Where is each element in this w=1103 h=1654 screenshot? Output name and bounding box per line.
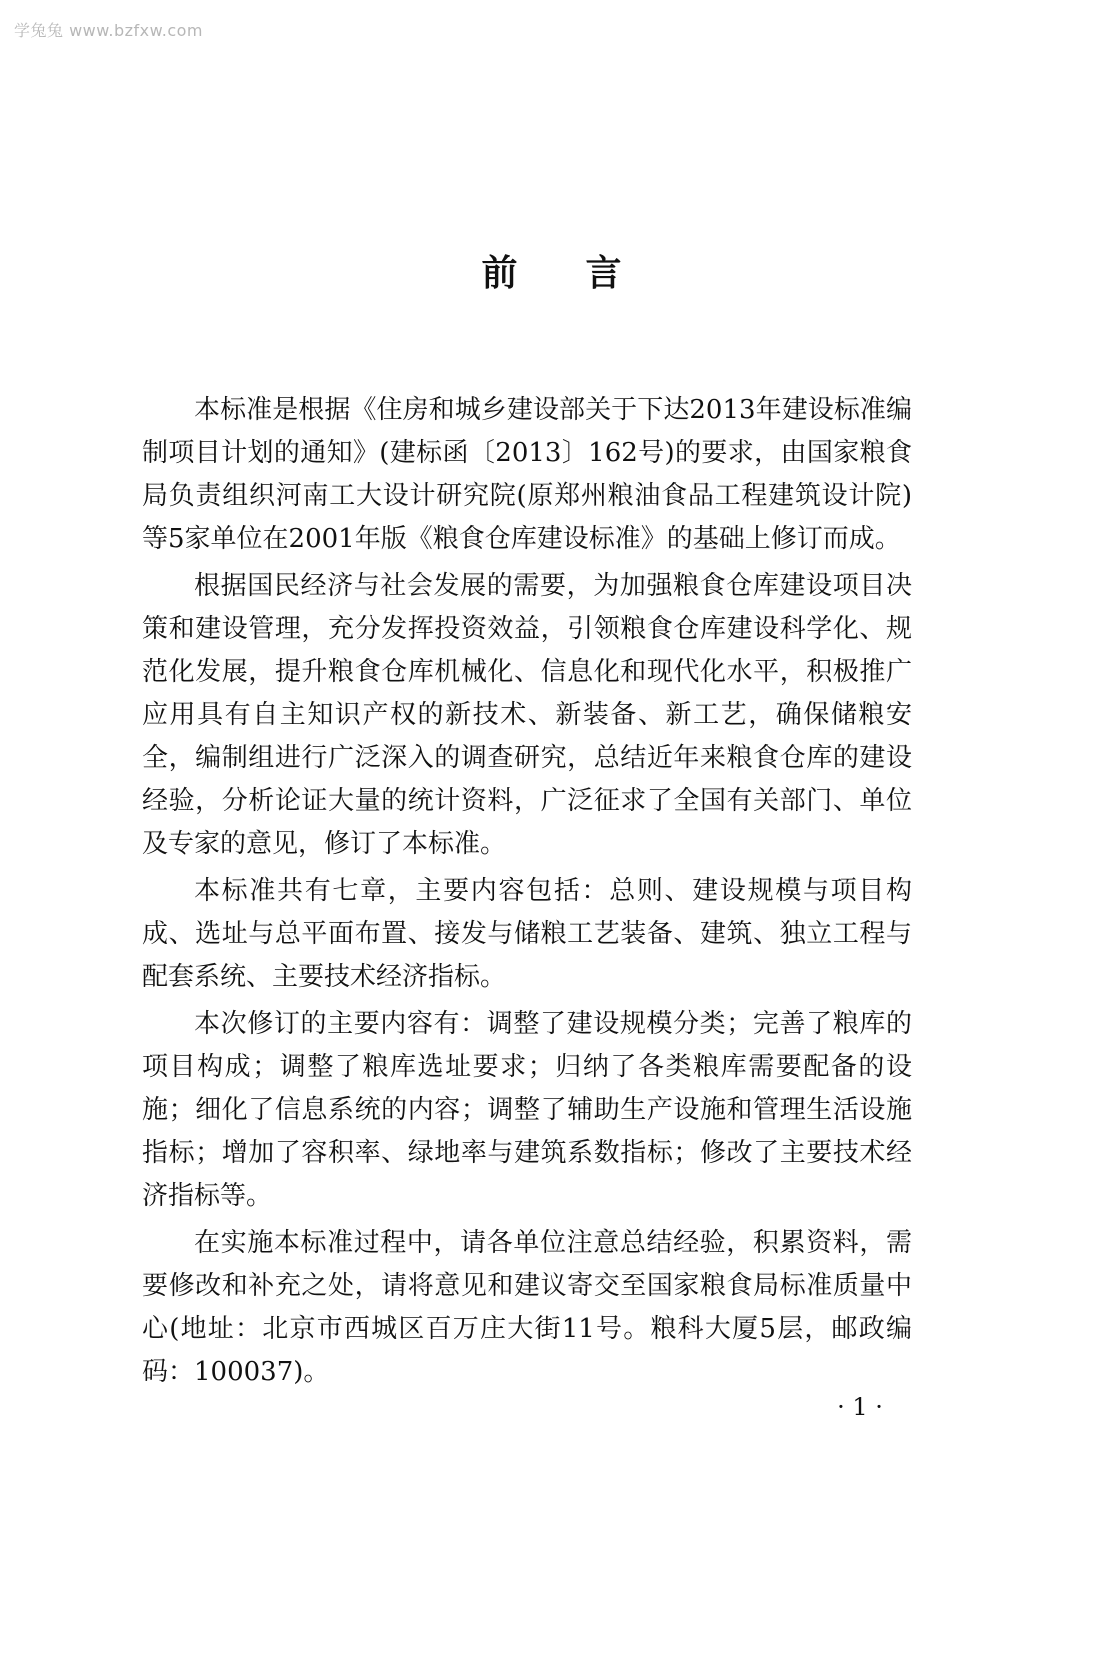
paragraph-5: 在实施本标准过程中，请各单位注意总结经验，积累资料，需要修改和补充之处，请将意见和建议寄交至国家粮食局标准质量中心(地址：北京市西城区百万庄大街11号。粮科大厦5层，邮政编码：100037)。 bbox=[142, 1228, 912, 1387]
page-title: 前言 bbox=[481, 253, 690, 294]
paragraph-1: 本标准是根据《住房和城乡建设部关于下达2013年建设标准编制项目计划的通知》(建标函〔2013〕162号)的要求，由国家粮食局负责组织河南工大设计研究院(原郑州粮油食品工程建筑设计院)等5家单位在2001年版《粮食仓库建设标准》的基础上修订而成。 bbox=[142, 395, 912, 554]
watermark: 学兔兔 www.bzfxw.com bbox=[14, 21, 203, 40]
page-number: · 1 · bbox=[837, 1393, 883, 1421]
paragraph-4: 本次修订的主要内容有：调整了建设规模分类；完善了粮库的项目构成；调整了粮库选址要求；归纳了各类粮库需要配备的设施；细化了信息系统的内容；调整了辅助生产设施和管理生活设施指标；增加了容积率、绿地率与建筑系数指标；修改了主要技术经济指标等。 bbox=[142, 1009, 912, 1211]
paragraph-3: 本标准共有七章，主要内容包括：总则、建设规模与项目构成、选址与总平面布置、接发与储粮工艺装备、建筑、独立工程与配套系统、主要技术经济指标。 bbox=[142, 876, 912, 992]
preface-body bbox=[142, 389, 912, 1398]
paragraph-2: 根据国民经济与社会发展的需要，为加强粮食仓库建设项目决策和建设管理，充分发挥投资效益，引领粮食仓库建设科学化、规范化发展，提升粮食仓库机械化、信息化和现代化水平，积极推广应用具有自主知识产权的新技术、新装备、新工艺，确保储粮安全，编制组进行广泛深入的调查研究，总结近年来粮食仓库的建设经验，分析论证大量的统计资料，广泛征求了全国有关部门、单位及专家的意见，修订了本标准。 bbox=[142, 571, 912, 859]
